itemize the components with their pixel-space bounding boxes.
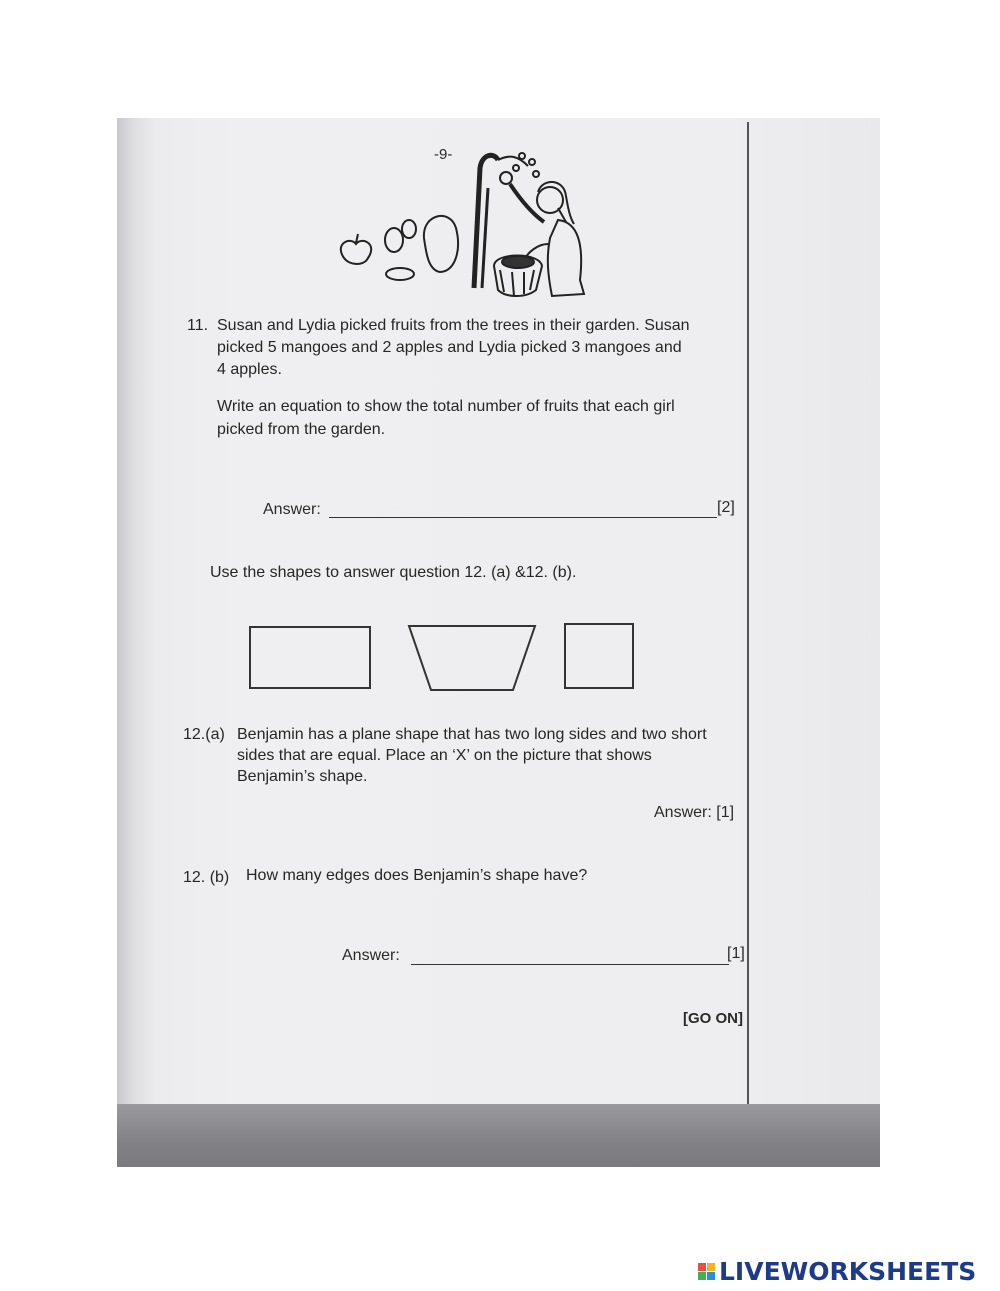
q11-prompt-line2: picked from the garden.	[217, 421, 386, 438]
q11-text-line3: 4 apples.	[217, 361, 282, 378]
trapezium-shape[interactable]	[407, 624, 537, 692]
liveworksheets-icon	[698, 1263, 715, 1280]
q12a-text-line3: Benjamin’s shape.	[237, 768, 368, 785]
q11-text-line1: Susan and Lydia picked fruits from the trees in their garden. Susan	[217, 317, 690, 334]
fruit-picking-illustration	[322, 148, 612, 300]
rectangle-shape[interactable]	[249, 626, 371, 689]
liveworksheets-text: LIVEWORKSHEETS	[719, 1257, 977, 1286]
liveworksheets-logo	[698, 1257, 976, 1286]
q12b-answer-label: Answer:	[342, 947, 400, 964]
q11-marks: [2]	[717, 499, 735, 516]
q12a-answer-label: Answer: [1]	[654, 804, 735, 821]
square-shape[interactable]	[564, 623, 634, 689]
page-number: -9-	[434, 146, 453, 163]
q11-answer-line[interactable]	[329, 517, 717, 518]
q12b-number: 12. (b)	[183, 869, 230, 886]
q11-text-line2: picked 5 mangoes and 2 apples and Lydia picked 3 mangoes and	[217, 339, 682, 356]
q11-prompt-line1: Write an equation to show the total number of fruits that each girl	[217, 398, 675, 415]
go-on-label: [GO ON]	[683, 1010, 743, 1027]
q12a-text-line1: Benjamin has a plane shape that has two long sides and two short	[237, 726, 707, 743]
q12a-number: 12.(a)	[183, 726, 225, 743]
q12b-text: How many edges does Benjamin’s shape have?	[246, 867, 588, 884]
scan-shadow	[117, 1104, 880, 1167]
scanned-worksheet-page	[117, 118, 880, 1167]
shapes-intro: Use the shapes to answer question 12. (a) &12. (b).	[210, 564, 577, 581]
q12b-answer-line[interactable]	[411, 964, 729, 965]
q12a-text-line2: sides that are equal. Place an ‘X’ on the picture that shows	[237, 747, 652, 764]
q11-number: 11.	[187, 317, 209, 334]
q11-answer-label: Answer:	[263, 501, 321, 518]
page-margin-line	[747, 122, 749, 1104]
q12b-marks: [1]	[727, 945, 745, 962]
